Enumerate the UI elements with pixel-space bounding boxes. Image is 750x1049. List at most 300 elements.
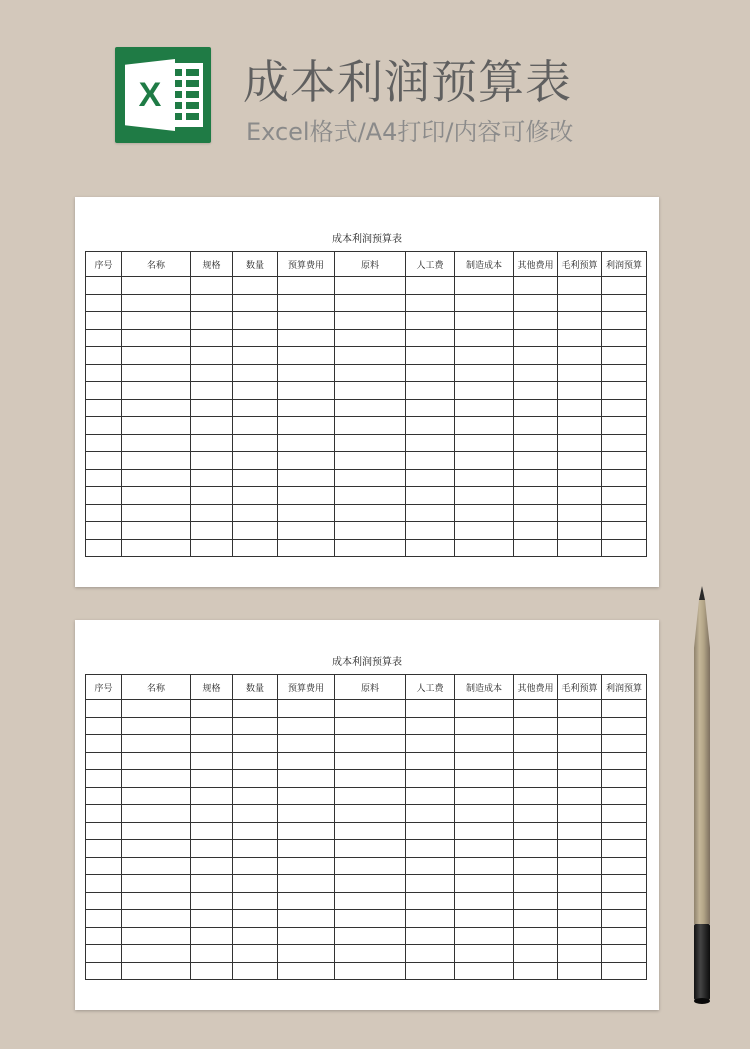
table-cell [191,927,233,945]
table-cell [514,822,558,840]
table-cell [233,329,278,347]
table-cell [335,277,406,295]
table-cell [86,840,122,858]
table-cell [455,962,514,980]
table-cell [233,434,278,452]
table-cell [406,787,455,805]
table-cell [191,399,233,417]
table-cell [233,312,278,330]
table-cell [455,312,514,330]
table-cell [455,399,514,417]
table-cell [455,347,514,365]
table-cell [122,752,191,770]
table-cell [558,504,602,522]
table-row [86,294,647,312]
table-cell [233,857,278,875]
table-cell [191,469,233,487]
table-cell [86,945,122,963]
table-cell [278,487,335,505]
table-cell [455,487,514,505]
table-cell [406,945,455,963]
table-cell [602,840,647,858]
table-cell [558,910,602,928]
table-cell [122,875,191,893]
table-cell [335,910,406,928]
table-cell [558,539,602,557]
table-cell [233,927,278,945]
column-header: 毛利预算 [558,252,602,277]
table-cell [406,735,455,753]
table-cell [406,347,455,365]
table-cell [514,962,558,980]
table-cell [602,910,647,928]
table-cell [335,927,406,945]
table-cell [602,962,647,980]
table-cell [514,434,558,452]
table-cell [122,735,191,753]
column-header: 规格 [191,252,233,277]
table-cell [514,840,558,858]
table-cell [86,787,122,805]
table-cell [122,892,191,910]
table-cell [335,539,406,557]
column-header: 数量 [233,252,278,277]
table-cell [122,399,191,417]
table-cell [455,452,514,470]
table-cell [558,840,602,858]
table-cell [86,822,122,840]
table-row [86,892,647,910]
table-cell [406,717,455,735]
table-cell [514,294,558,312]
table-cell [602,294,647,312]
table-cell [558,700,602,718]
table-cell [406,487,455,505]
table-cell [455,822,514,840]
table-cell [602,892,647,910]
table-cell [558,752,602,770]
table-cell [122,434,191,452]
table-cell [278,539,335,557]
column-header: 人工费 [406,252,455,277]
table-cell [233,945,278,963]
table-cell [514,927,558,945]
table-cell [602,735,647,753]
table-cell [558,770,602,788]
table-cell [191,700,233,718]
table-cell [602,329,647,347]
table-cell [278,469,335,487]
column-header: 利润预算 [602,675,647,700]
table-cell [278,312,335,330]
table-cell [86,382,122,400]
table-cell [406,399,455,417]
table-cell [122,487,191,505]
table-cell [406,277,455,295]
table-cell [278,822,335,840]
table-cell [335,487,406,505]
table-cell [278,962,335,980]
table-cell [558,735,602,753]
table-cell [406,857,455,875]
table-cell [122,469,191,487]
table-cell [602,452,647,470]
sheet-title: 成本利润预算表 [332,657,402,668]
table-cell [191,277,233,295]
table-cell [514,522,558,540]
table-cell [278,399,335,417]
table-cell [278,347,335,365]
table-cell [335,399,406,417]
table-cell [406,840,455,858]
table-cell [335,382,406,400]
table-cell [514,857,558,875]
table-cell [514,347,558,365]
table-cell [455,770,514,788]
table-cell [233,294,278,312]
table-cell [233,417,278,435]
column-header: 预算费用 [278,252,335,277]
table-cell [455,910,514,928]
table-cell [335,347,406,365]
table-cell [191,539,233,557]
table-cell [278,277,335,295]
table-cell [602,700,647,718]
table-cell [86,312,122,330]
budget-table [85,251,647,557]
table-cell [233,539,278,557]
table-cell [233,735,278,753]
table-cell [455,717,514,735]
table-cell [406,504,455,522]
table-cell [558,277,602,295]
table-cell [191,770,233,788]
table-cell [278,927,335,945]
table-body [86,700,647,980]
table-cell [406,539,455,557]
table-cell [122,329,191,347]
table-cell [122,962,191,980]
table-cell [514,770,558,788]
table-cell [122,417,191,435]
table-cell [514,312,558,330]
table-row [86,504,647,522]
table-cell [86,735,122,753]
table-cell [233,452,278,470]
table-cell [602,434,647,452]
table-cell [514,382,558,400]
table-cell [233,364,278,382]
table-row [86,364,647,382]
table-cell [233,504,278,522]
excel-logo-icon [115,47,211,143]
table-cell [602,382,647,400]
table-cell [558,364,602,382]
table-row [86,857,647,875]
table-cell [86,399,122,417]
table-cell [335,329,406,347]
column-header: 其他费用 [514,675,558,700]
table-cell [278,787,335,805]
table-cell [335,787,406,805]
sheet-preview-1 [75,197,659,587]
table-row [86,910,647,928]
table-cell [122,822,191,840]
table-cell [122,840,191,858]
table-cell [602,752,647,770]
table-row [86,770,647,788]
table-cell [406,452,455,470]
table-cell [86,875,122,893]
table-cell [86,927,122,945]
table-cell [191,487,233,505]
table-cell [86,539,122,557]
table-cell [335,417,406,435]
table-cell [455,277,514,295]
table-cell [558,312,602,330]
table-row [86,399,647,417]
logo-letter: X [138,76,162,114]
table-cell [278,910,335,928]
table-row [86,329,647,347]
table-cell [514,364,558,382]
table-cell [191,787,233,805]
table-cell [455,469,514,487]
table-cell [455,364,514,382]
table-cell [335,945,406,963]
table-cell [191,752,233,770]
column-header: 序号 [86,252,122,277]
table-cell [191,945,233,963]
table-cell [233,962,278,980]
table-row [86,312,647,330]
table-cell [335,822,406,840]
table-cell [602,504,647,522]
table-cell [278,382,335,400]
table-cell [602,312,647,330]
table-cell [514,717,558,735]
table-cell [514,487,558,505]
table-row [86,840,647,858]
table-row [86,700,647,718]
table-cell [86,329,122,347]
budget-table [85,674,647,980]
table-cell [122,364,191,382]
table-cell [122,382,191,400]
table-cell [455,945,514,963]
table-cell [335,452,406,470]
table-cell [455,805,514,823]
table-cell [514,735,558,753]
column-header: 序号 [86,675,122,700]
table-cell [86,522,122,540]
table-cell [602,770,647,788]
page-subtitle: Excel格式/A4打印/内容可修改 [246,118,574,146]
table-cell [335,735,406,753]
table-cell [278,735,335,753]
table-cell [122,700,191,718]
table-cell [335,504,406,522]
table-cell [122,452,191,470]
table-cell [558,434,602,452]
table-cell [122,522,191,540]
table-cell [233,399,278,417]
table-cell [602,539,647,557]
pencil-icon [689,586,715,1006]
table-cell [406,892,455,910]
table-cell [455,522,514,540]
table-row [86,469,647,487]
table-cell [122,787,191,805]
table-cell [122,717,191,735]
table-cell [406,382,455,400]
table-cell [558,945,602,963]
table-cell [122,294,191,312]
table-row [86,805,647,823]
table-cell [335,434,406,452]
table-cell [455,294,514,312]
table-cell [278,770,335,788]
table-cell [455,539,514,557]
table-cell [602,347,647,365]
table-cell [406,770,455,788]
table-cell [122,347,191,365]
table-cell [86,294,122,312]
table-cell [455,787,514,805]
table-cell [86,487,122,505]
table-cell [455,700,514,718]
table-cell [233,469,278,487]
table-cell [602,522,647,540]
table-cell [406,927,455,945]
table-cell [278,364,335,382]
table-row [86,735,647,753]
table-cell [122,805,191,823]
table-cell [233,805,278,823]
table-cell [514,787,558,805]
table-cell [191,805,233,823]
table-cell [278,945,335,963]
sheet-title: 成本利润预算表 [332,234,402,245]
column-header: 人工费 [406,675,455,700]
table-cell [278,875,335,893]
table-cell [335,294,406,312]
table-cell [278,700,335,718]
table-cell [233,717,278,735]
table-cell [233,382,278,400]
table-cell [602,927,647,945]
sheet-preview-2 [75,620,659,1010]
table-row [86,539,647,557]
table-cell [191,962,233,980]
column-header: 原料 [335,252,406,277]
table-cell [233,770,278,788]
table-cell [455,857,514,875]
table-cell [278,329,335,347]
table-cell [122,770,191,788]
table-cell [406,910,455,928]
table-cell [335,962,406,980]
table-cell [602,717,647,735]
table-cell [514,399,558,417]
table-cell [558,787,602,805]
table-row [86,277,647,295]
table-cell [233,787,278,805]
table-cell [233,487,278,505]
table-cell [602,417,647,435]
table-cell [233,522,278,540]
table-cell [514,504,558,522]
table-cell [191,452,233,470]
table-cell [278,452,335,470]
table-cell [278,857,335,875]
table-cell [191,294,233,312]
table-cell [278,504,335,522]
table-cell [278,522,335,540]
table-row [86,347,647,365]
table-cell [233,910,278,928]
table-cell [86,417,122,435]
header [0,0,750,190]
table-cell [406,469,455,487]
table-cell [558,875,602,893]
table-cell [233,892,278,910]
table-cell [558,717,602,735]
table-cell [335,770,406,788]
header-row [86,675,647,700]
table-cell [406,434,455,452]
table-cell [86,452,122,470]
table-cell [191,857,233,875]
table-cell [514,700,558,718]
table-cell [122,945,191,963]
table-cell [514,452,558,470]
table-row [86,717,647,735]
table-cell [455,892,514,910]
table-cell [191,735,233,753]
table-cell [602,364,647,382]
table-cell [406,822,455,840]
table-cell [122,927,191,945]
table-cell [278,717,335,735]
table-cell [558,452,602,470]
table-row [86,945,647,963]
table-cell [86,277,122,295]
table-cell [455,434,514,452]
table-cell [514,910,558,928]
table-cell [558,487,602,505]
column-header: 制造成本 [455,252,514,277]
table-cell [191,717,233,735]
table-cell [335,364,406,382]
table-cell [455,382,514,400]
table-cell [191,522,233,540]
table-cell [602,787,647,805]
table-cell [233,752,278,770]
table-cell [558,417,602,435]
page-title: 成本利润预算表 [243,55,572,109]
table-cell [86,700,122,718]
table-cell [455,927,514,945]
table-cell [455,752,514,770]
table-cell [558,962,602,980]
table-cell [86,805,122,823]
table-cell [191,504,233,522]
table-cell [455,840,514,858]
table-cell [406,700,455,718]
table-cell [602,277,647,295]
table-cell [602,399,647,417]
